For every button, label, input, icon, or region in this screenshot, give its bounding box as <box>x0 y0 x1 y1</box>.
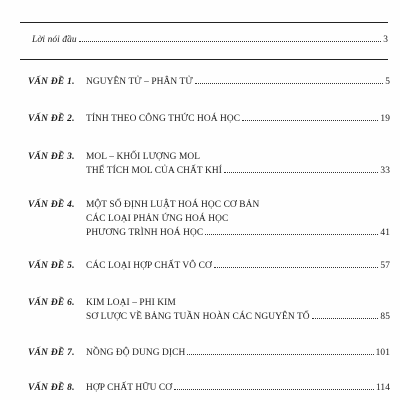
toc-entry-title: Lời nói đầu <box>32 35 77 45</box>
toc-entry-title-cont: PHƯƠNG TRÌNH HOÁ HỌC <box>86 228 204 238</box>
dot-leader <box>174 388 374 390</box>
section-rule <box>20 59 388 60</box>
dot-leader <box>242 119 378 121</box>
dot-leader <box>214 266 379 268</box>
chapter-prefix: VẤN ĐỀ 7. <box>28 348 75 358</box>
toc-entry-title-cont: SƠ LƯỢC VỀ BẢNG TUẦN HOÀN CÁC NGUYÊN TỐ <box>86 312 310 322</box>
toc-entry-chapter-2[interactable] <box>28 114 390 125</box>
chapter-prefix: VẤN ĐỀ 2. <box>28 114 75 124</box>
chapter-prefix: VẤN ĐỀ 5. <box>28 261 75 271</box>
toc-entry-title: CÁC LOẠI HỢP CHẤT VÔ CƠ <box>86 261 212 271</box>
toc-entry-title: MOL – KHỐI LƯỢNG MOL <box>86 152 201 162</box>
toc-entry-title-cont: CÁC LOẠI PHẢN ỨNG HOÁ HỌC <box>86 214 229 224</box>
toc-page-number: 41 <box>380 228 390 238</box>
toc-entry-chapter-5[interactable] <box>28 261 390 272</box>
toc-page-number: 114 <box>375 383 390 393</box>
toc-entry-title: HỢP CHẤT HỮU CƠ <box>86 383 173 393</box>
toc-entry-chapter-3[interactable] <box>28 152 390 177</box>
toc-page-number: 3 <box>383 35 388 45</box>
toc-entry-chapter-1[interactable] <box>28 77 390 88</box>
chapter-prefix: VẤN ĐỀ 4. <box>28 200 75 210</box>
toc-entry-chapter-8[interactable] <box>28 383 390 394</box>
dot-leader <box>195 82 383 84</box>
toc-page-number: 33 <box>380 166 390 176</box>
toc-page-number: 101 <box>375 348 390 358</box>
toc-entry-title: TÍNH THEO CÔNG THỨC HOÁ HỌC <box>86 114 241 124</box>
dot-leader <box>224 171 379 173</box>
toc-entry-title: KIM LOẠI – PHI KIM <box>86 298 176 308</box>
toc-page-number: 85 <box>380 312 390 322</box>
toc-entry-title: MỘT SỐ ĐỊNH LUẬT HOÁ HỌC CƠ BẢN <box>86 200 260 210</box>
toc-entry-chapter-7[interactable] <box>28 348 390 359</box>
chapter-prefix: VẤN ĐỀ 1. <box>28 77 75 87</box>
dot-leader <box>79 40 382 42</box>
dot-leader <box>205 233 378 235</box>
chapter-prefix: VẤN ĐỀ 6. <box>28 298 75 308</box>
toc-page-number: 19 <box>380 114 390 124</box>
toc-entry-title-cont: THỂ TÍCH MOL CỦA CHẤT KHÍ <box>86 166 222 176</box>
toc-entry-chapter-4[interactable] <box>28 200 390 239</box>
toc-page-number: 57 <box>380 261 390 271</box>
toc-entry-intro[interactable] <box>32 35 388 46</box>
toc-entry-chapter-6[interactable] <box>28 298 390 323</box>
top-rule <box>20 22 388 23</box>
dot-leader <box>187 353 373 355</box>
toc-page-number: 5 <box>385 77 390 87</box>
toc-entry-title: NGUYÊN TỬ – PHÂN TỬ <box>86 77 193 87</box>
chapter-prefix: VẤN ĐỀ 8. <box>28 383 75 393</box>
toc-entry-title: NỒNG ĐỘ DUNG DỊCH <box>86 348 186 358</box>
chapter-prefix: VẤN ĐỀ 3. <box>28 152 75 162</box>
dot-leader <box>312 317 379 319</box>
